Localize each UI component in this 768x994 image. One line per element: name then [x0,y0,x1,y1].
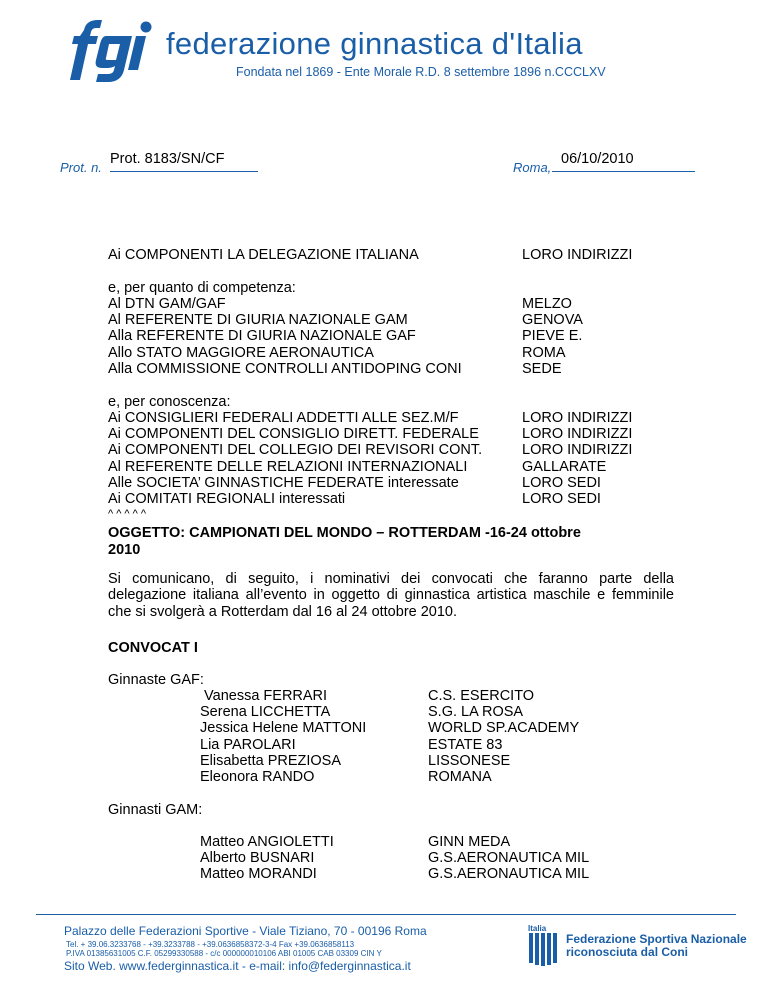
athlete-name: Matteo ANGIOLETTI [200,834,334,850]
athlete-club: ESTATE 83 [428,736,503,753]
footer-address: Palazzo delle Federazioni Sportive - Viale Tiziano, 70 - 00196 Roma [64,924,427,938]
athlete-club: WORLD SP.ACADEMY [428,720,580,737]
athlete-name: Alberto BUSNARI [200,850,315,867]
gaf-label: Ginnaste GAF: [108,672,204,688]
footer-phones: Tel. + 39.06.3233768 - +39.3233788 - +39.0636858372-3-4 Fax +39.0636858113 [66,940,355,949]
list-item: Al REFERENTE DELLE RELAZIONI INTERNAZIONALI [108,458,468,475]
gam-clubs [428,834,589,883]
list-item: MELZO [522,296,572,312]
athlete-name: Matteo MORANDI [200,866,317,883]
athlete-name: Jessica Helene MATTONI [200,720,367,737]
gaf-athletes [200,688,366,785]
section-title-convocati: CONVOCAT I [108,640,198,656]
list-item: Allo STATO MAGGIORE AERONAUTICA [108,344,374,361]
competenza-places [522,296,583,377]
list-item: LORO SEDI [522,491,601,508]
subject-line-2: 2010 [108,542,141,558]
list-item: LORO INDIRIZZI [522,410,633,426]
gam-athletes [200,834,334,883]
coni-logo [528,924,560,968]
athlete-name: Serena LICCHETTA [200,704,331,721]
athlete-club: S.G. LA ROSA [428,704,524,721]
list-item: Al REFERENTE DI GIURIA NAZIONALE GAM [108,312,408,329]
separator: ^ ^ ^ ^ ^ [108,508,147,520]
coni-label-line-2: riconosciuta dal Coni [566,945,689,959]
list-item: ROMA [522,344,566,361]
conoscenza-names [108,410,482,507]
body-paragraph: Si comunicano, di seguito, i nominativi dei convocati che faranno parte della delegazione italiana all’evento in oggetto di ginnastica artistica maschile e femminile che si svolgerà a Rotterdam dal 16 al 24 ottobre 2010. [108,571,674,620]
list-item: Ai CONSIGLIERI FEDERALI ADDETTI ALLE SEZ.M/F [108,410,459,426]
list-item: SEDE [522,360,562,377]
prot-field [110,151,258,172]
place-label: Roma, [513,160,552,175]
list-item: Alla REFERENTE DI GIURIA NAZIONALE GAF [108,328,416,345]
fgi-logo [62,18,157,90]
list-item: LORO SEDI [522,474,601,491]
gaf-clubs [428,688,579,785]
athlete-name: Eleonora RANDO [200,769,315,786]
list-item: PIEVE E. [522,328,583,345]
date-field [552,151,695,172]
org-name: federazione ginnastica d'Italia [166,26,583,61]
prot-value: Prot. 8183/SN/CF [110,151,225,167]
list-item: LORO INDIRIZZI [522,426,633,443]
athlete-club: C.S. ESERCITO [428,688,535,704]
list-item: GENOVA [522,312,583,329]
footer-divider [36,914,736,915]
conoscenza-intro: e, per conoscenza: [108,394,231,410]
athlete-name: Lia PAROLARI [200,736,296,753]
list-item: LORO INDIRIZZI [522,442,633,459]
athlete-club: ROMANA [428,769,492,786]
coni-label [566,933,747,959]
list-item: GALLARATE [522,458,607,475]
list-item: Ai COMITATI REGIONALI interessati [108,491,346,508]
footer-fiscal: P.IVA 01385631005 C.F. 05299330588 - c/c 000000010106 ABI 01005 CAB 03309 CIN Y [66,949,382,958]
athlete-club: LISSONESE [428,752,511,769]
athlete-club: G.S.AERONAUTICA MIL [428,866,590,883]
footer-web: Sito Web. www.federginnastica.it - e-mail: info@federginnastica.it [64,959,411,973]
recipient-main-place: LORO INDIRIZZI [522,247,633,263]
competenza-names [108,296,462,377]
athlete-name: Elisabetta PREZIOSA [200,752,342,769]
org-subtitle: Fondata nel 1869 - Ente Morale R.D. 8 settembre 1896 n.CCCLXV [236,65,606,79]
coni-label-line-1: Federazione Sportiva Nazionale [566,932,747,946]
gam-label: Ginnasti GAM: [108,802,203,818]
list-item: Ai COMPONENTI DEL CONSIGLIO DIRETT. FEDERALE [108,426,479,443]
athlete-club: G.S.AERONAUTICA MIL [428,850,590,867]
list-item: Alla COMMISSIONE CONTROLLI ANTIDOPING CONI [108,360,462,377]
conoscenza-places [522,410,632,507]
athlete-name: Vanessa FERRARI [200,688,328,704]
competenza-intro: e, per quanto di competenza: [108,280,296,296]
list-item: Al DTN GAM/GAF [108,296,226,312]
date-value: 06/10/2010 [561,151,634,167]
list-item: Ai COMPONENTI DEL COLLEGIO DEI REVISORI CONT. [108,442,483,459]
recipient-main-name: Ai COMPONENTI LA DELEGAZIONE ITALIANA [108,247,419,263]
prot-label: Prot. n. [60,160,102,175]
coni-mark-text: Italia [528,924,547,933]
list-item: Alle SOCIETA’ GINNASTICHE FEDERATE interessate [108,474,459,491]
athlete-club: GINN MEDA [428,834,511,850]
subject-line-1: OGGETTO: CAMPIONATI DEL MONDO – ROTTERDAM -16-24 ottobre [108,525,581,541]
